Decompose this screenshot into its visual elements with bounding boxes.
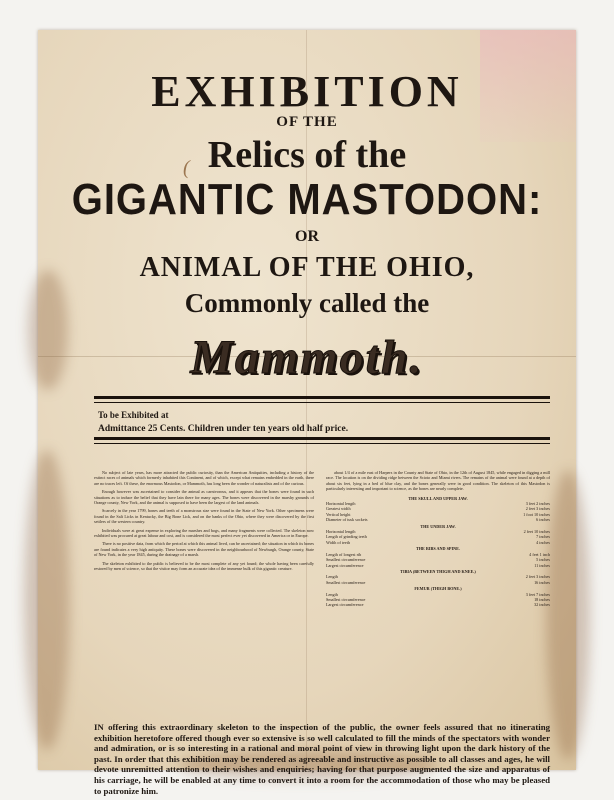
title-or: OR — [295, 228, 319, 245]
title-exhibition: EXHIBITION — [151, 67, 463, 116]
measure-label: Length of longest rib — [326, 551, 362, 557]
table-row — [326, 602, 550, 607]
measure-label: Horizontal length — [326, 529, 356, 535]
measure-label: Length of grinding teeth — [326, 534, 367, 540]
measure-value: 32 inches — [534, 602, 550, 608]
measure-value: 1 foot 10 inches — [523, 511, 550, 517]
paragraph: about 1/4 of a mile east of Harpers in the County and State of Ohio, in the 12th of August 1845, while engaged in digging a mill race. The location is on the dividing ridge between the Scioto and Miami rivers. The remains of the animal were found at a depth of about six feet, lying in a bed of blue clay, and the bones generally were in good condition. The skeleton of this Mastodon is particularly interesting and important to science, as the bones are nearly complete. — [326, 470, 550, 492]
divider-rule — [94, 396, 550, 399]
table-section-header: THE UNDER JAW. — [420, 523, 456, 529]
water-stain — [546, 470, 590, 760]
divider-rule — [94, 402, 550, 403]
measure-value: 2 feet 10 inches — [523, 529, 550, 535]
measure-value: 4 inches — [536, 539, 550, 545]
paragraph: Scarcely in the year 1799, bones and teeth of a monstrous size were found in the State of New York. Other specimens were found in the Salt Licks in Kentucky, the Big Bone Lick, and on the banks of the Ohio, where they were discovered by the first settlers of the western country. — [94, 508, 314, 525]
measure-label: Greatest width — [326, 506, 351, 512]
measure-value: 3 feet 7 inches — [525, 591, 550, 597]
measure-value: 7 inches — [536, 534, 550, 540]
measure-value: 16 inches — [534, 579, 550, 585]
title-animal-ohio: ANIMAL OF THE OHIO, — [139, 252, 475, 283]
admittance-text: Admittance 25 Cents. Children under ten years old half price. — [98, 424, 349, 434]
measure-label: Diameter of tusk sockets — [326, 517, 368, 523]
divider-rule — [94, 443, 550, 444]
title-commonly-called: Commonly called the — [184, 288, 430, 318]
measure-value: 5 inches — [536, 557, 550, 563]
measure-label: Length — [326, 574, 338, 580]
measure-label: Vertical height — [326, 511, 351, 517]
paragraph: Individuals were at great expense in exploring the marshes and bogs, and many fragments were collected. The skeleton now exhibited was procured at great labour and cost, and is considered the most perfect ever yet discovered in America or in Europe. — [94, 527, 314, 539]
measure-value: 2 feet 3 inches — [525, 506, 550, 512]
title-gigantic-mastodon: GIGANTIC MASTODON: — [71, 176, 543, 224]
measure-label: Smallest circumference — [326, 596, 366, 602]
title-of-the: OF THE — [276, 114, 338, 130]
title-mammoth: Mammoth. — [190, 331, 424, 384]
measure-label: Width of teeth — [326, 539, 351, 545]
title-relics: Relics of the — [207, 134, 407, 176]
measure-label: Largest circumference — [326, 602, 364, 608]
paragraph: There is no positive data, from which the period at which this animal lived, can be ascertained; the situation in which its bones are found indicates a very high antiquity. These bones were discovered in the neighbourhood of Newburgh, Orange county, State of New York, in the year 1845, during the drainage of a marsh. — [94, 541, 314, 558]
paragraph: The skeleton exhibited to the public is believed to be the most complete of any yet found; the whole having been carefully restored by men of science, so that the visitor may form an accurate idea of the immense bulk of this gigantic creature. — [94, 560, 314, 572]
measure-label: Length — [326, 591, 338, 597]
divider-rule — [94, 437, 550, 440]
measure-value: 3 feet 2 inches — [525, 501, 550, 507]
broadside-sheet — [38, 30, 576, 796]
measure-label: Largest circumference — [326, 562, 364, 568]
paragraph: Enough however was ascertained to consider the animal as carnivorous, and it appears that the bones were found in such situations as to induce the belief that they have lain there for many ages. The bones were discovered in the marshy grounds of Orange county, New York, and the animal is supposed to have been the largest of the land animals. — [94, 489, 314, 506]
measure-value: 6 inches — [536, 517, 550, 523]
measure-value: 11 inches — [534, 562, 550, 568]
paragraph: No subject of late years, has more attracted the public curiosity, than the American Antiquities, including a history of the extinct races of animals which formerly inhabited this Continent, and of which, except what remains embedded in the earth, there are no traces left. Of these, the enormous Mastodon, or Mammoth, has long been the wonder of naturalists and of the curious. — [94, 470, 314, 486]
measure-value: 18 inches — [534, 596, 550, 602]
measure-label: Smallest circumference — [326, 579, 366, 585]
measure-label: Smallest circumference — [326, 557, 366, 563]
exhibited-at-text: To be Exhibited at — [98, 410, 169, 420]
measure-value: 2 feet 3 inches — [525, 574, 550, 580]
measurements-table — [326, 495, 550, 608]
table-section-header: FEMUR (THIGH BONE.) — [414, 586, 462, 592]
table-section-header: TIBIA (BETWEEN THIGH AND KNEE.) — [400, 568, 476, 574]
measure-label: Horizontal length — [326, 501, 356, 507]
right-text-column — [326, 470, 550, 720]
ink-mark: ( — [183, 157, 190, 179]
table-section-header: THE SKULL AND UPPER JAW. — [408, 495, 468, 501]
measure-value: 4 feet 1 inch — [529, 551, 550, 557]
table-section-header: THE RIBS AND SPINE. — [416, 546, 460, 552]
left-text-column — [94, 470, 314, 720]
closing-paragraph: IN offering this extraordinary skeleton to the inspection of the public, the owner feels assured that no itinerating exhibition heretofore offered though ever so extensive is so well calculated to fill the minds of the spectators with wonder and admiration, or is so interesting in a rational and moral point of view in throwing light upon the dark history of the past. In order that this exhibition may be rendered as agreeable and instructive as possible to all classes and ages, he will devote unremitted attention to their wishes and enquiries; having for that purpose augmented the size and apparatus of his carriage, he will be enabled at any time to convert it into a room for the accommodation of those who may be pleased to patronize him. — [94, 722, 550, 796]
water-stain — [24, 450, 70, 750]
